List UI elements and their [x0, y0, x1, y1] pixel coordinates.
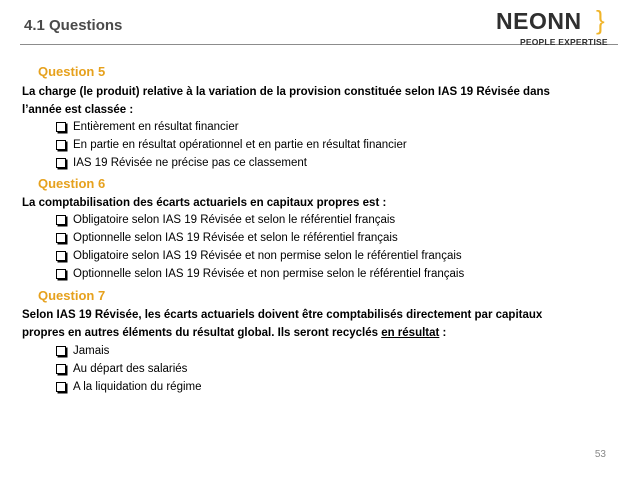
underlined-term: en résultat — [381, 327, 440, 339]
question-7-heading: Question 7 — [38, 288, 106, 303]
option-item[interactable] — [56, 118, 407, 136]
checkbox-icon[interactable] — [56, 140, 66, 150]
checkbox-icon[interactable] — [56, 233, 66, 243]
option-label: Obligatoire selon IAS 19 Révisée et selon le référentiel français — [73, 214, 396, 226]
option-item[interactable] — [56, 229, 464, 247]
company-logo — [496, 5, 620, 48]
option-item[interactable] — [56, 265, 464, 283]
question-text-start: propres en autres éléments du résultat global. Ils seront recyclés — [22, 327, 382, 339]
question-6-options — [56, 211, 464, 283]
checkbox-icon[interactable] — [56, 382, 66, 392]
option-label: Optionnelle selon IAS 19 Révisée et selon le référentiel français — [73, 232, 398, 244]
question-5-heading: Question 5 — [38, 64, 106, 79]
option-label: Jamais — [73, 345, 110, 357]
logo-tagline: PEOPLE EXPERTISE — [520, 37, 608, 47]
option-item[interactable] — [56, 342, 202, 360]
option-item[interactable] — [56, 154, 407, 172]
question-text-line: Selon IAS 19 Révisée, les écarts actuariels doivent être comptabilisés directement par capitaux — [22, 309, 543, 321]
option-item[interactable] — [56, 378, 202, 396]
page-number: 53 — [594, 449, 606, 460]
section-title: 4.1 Questions — [24, 17, 123, 34]
option-label: Obligatoire selon IAS 19 Révisée et non permise selon le référentiel français — [73, 250, 462, 262]
option-label: Optionnelle selon IAS 19 Révisée et non permise selon le référentiel français — [73, 268, 465, 280]
question-text-line: La comptabilisation des écarts actuariels en capitaux propres est : — [22, 197, 387, 209]
logo-brace-icon: } — [596, 5, 605, 35]
question-text-end: : — [439, 327, 447, 339]
option-label: Entièrement en résultat financier — [73, 121, 239, 133]
question-text-line: La charge (le produit) relative à la variation de la provision constituée selon IAS 19 Révisée dans — [22, 86, 550, 98]
checkbox-icon[interactable] — [56, 215, 66, 225]
option-label: En partie en résultat opérationnel et en partie en résultat financier — [73, 139, 407, 151]
option-item[interactable] — [56, 211, 464, 229]
checkbox-icon[interactable] — [56, 251, 66, 261]
option-item[interactable] — [56, 247, 464, 265]
question-6-heading: Question 6 — [38, 176, 106, 191]
question-text-line: l’année est classée : — [22, 104, 134, 116]
option-label: Au départ des salariés — [73, 363, 188, 375]
option-item[interactable] — [56, 360, 202, 378]
checkbox-icon[interactable] — [56, 269, 66, 279]
question-text-line — [22, 324, 612, 342]
option-label: IAS 19 Révisée ne précise pas ce classement — [73, 157, 307, 169]
logo-wordmark: NEONN — [496, 8, 582, 34]
option-label: A la liquidation du régime — [73, 381, 202, 393]
checkbox-icon[interactable] — [56, 364, 66, 374]
checkbox-icon[interactable] — [56, 158, 66, 168]
checkbox-icon[interactable] — [56, 346, 66, 356]
option-item[interactable] — [56, 136, 407, 154]
question-7-text — [22, 306, 612, 342]
question-7-options — [56, 342, 202, 396]
checkbox-icon[interactable] — [56, 122, 66, 132]
question-5-text — [22, 83, 612, 119]
question-6-text — [22, 194, 612, 212]
question-5-options — [56, 118, 407, 172]
